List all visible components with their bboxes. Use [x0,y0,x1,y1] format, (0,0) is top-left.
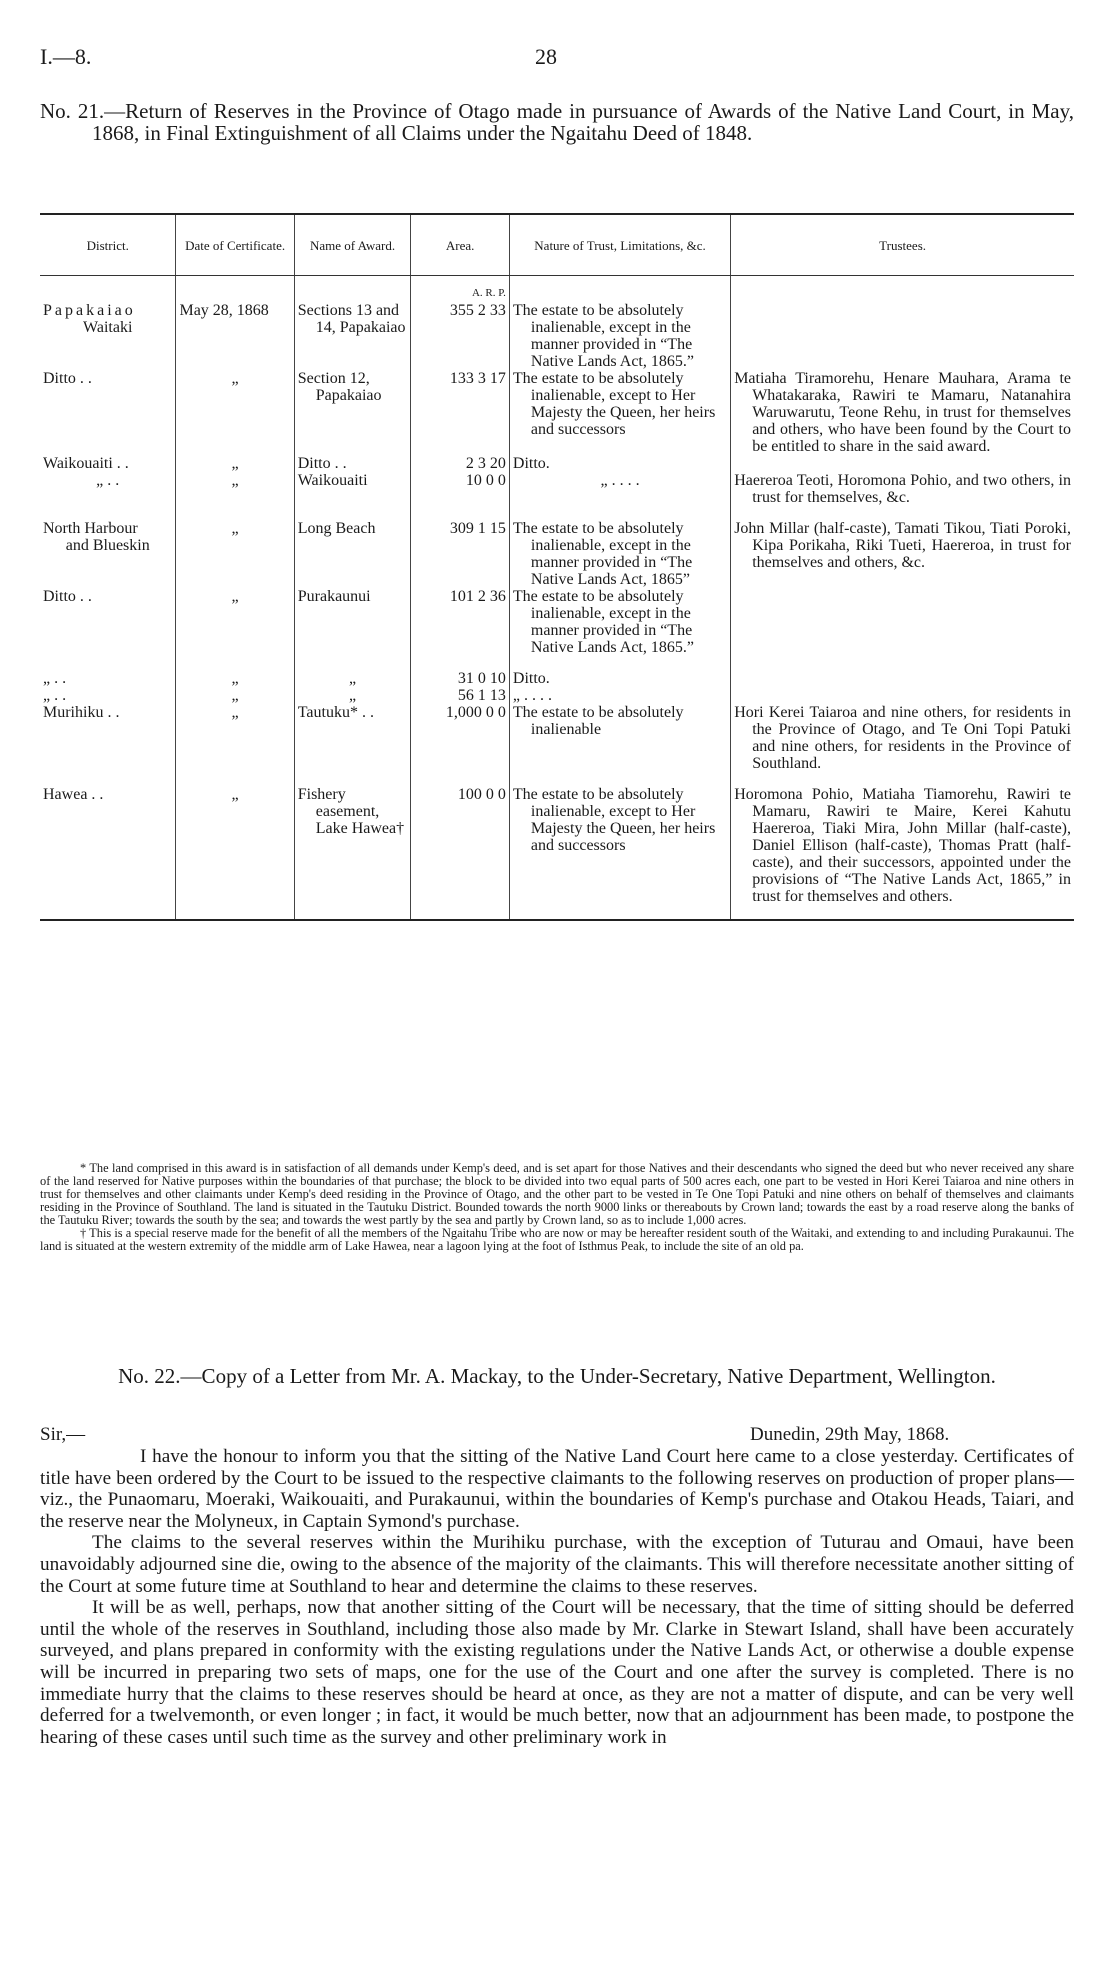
area-cell: 2 3 20 [411,455,510,472]
date-cell: „ [176,588,294,656]
table-row [40,687,1074,704]
trustees-cell [731,687,1074,704]
letter-paragraph: It will be as well, perhaps, now that another sitting of the Court will be necessary, that the time of sitting should be deferred until the whole of the reserves in Southland, including those also made by Mr. Clarke in Stewart Island, shall have been accurately surveyed, and plans prepared in conformity with the existing regulations under the Native Lands Act, or otherwise a double expense will be incurred in preparing two sets of maps, one for the use of the Court and one after the survey is completed. There is no immediate hurry that the claims to these reserves should be heard at once, as they are not a matter of dispute, and can be very well deferred for a twelvemonth, or even longer ; in fact, it would be much better, now that an adjournment has been made, to postpone the hearing of these cases until such time as the survey and other preliminary work in [40,1597,1074,1748]
district-cell: Ditto . . [43,588,92,605]
date-cell: „ [176,687,294,704]
trust-cell: The estate to be absolutely inalienable, except in the manner provided in “The Native Lands Act, 1865.” [512,302,694,370]
award-name-cell: Sections 13 and 14, Papakaiao [297,302,406,336]
district-cell: Ditto . . [43,370,92,387]
area-cell: 56 1 13 [411,687,510,704]
district-cell: „ . . [96,472,120,489]
header-trustees: Trustees. [731,214,1074,276]
district-cell: „ . . [43,687,67,704]
area-units: A. R. P. [411,276,510,303]
date-cell: May 28, 1868 [176,302,294,370]
award-name-cell: Waikouaiti [294,472,411,506]
trust-cell: The estate to be absolutely inalienable, except in the manner provided in “The Native Lands Act, 1865.” [512,588,694,656]
trust-cell: The estate to be absolutely inalienable [512,704,684,738]
letter-salutation: Sir,— [40,1424,86,1445]
units-row [40,276,1074,303]
document-page [40,30,1074,1748]
area-cell: 355 2 33 [411,302,510,370]
award-name-cell: „ [294,670,411,687]
award-name-cell: Ditto . . [294,455,411,472]
award-name-cell: Long Beach [294,520,411,588]
date-cell: „ [176,520,294,588]
table-row [40,704,1074,772]
trust-cell: The estate to be absolutely inalienable, except to Her Majesty the Queen, her heirs and successors [512,370,716,438]
district-cell: Murihiku . . [43,704,120,721]
date-cell: „ [176,704,294,772]
trustees-cell: Matiaha Tiramorehu, Henare Mauhara, Arama te Whatakaraka, Rawiri te Mamaru, Natanahira Waruwarutu, Teone Rehu, in trust for themselves and others, who have been found by the Court to be entitled to share in the said award. [734,370,1071,455]
table-row [40,302,1074,370]
return-number: No. 21.— [40,99,126,123]
letter-body [40,1446,1074,1748]
running-head [40,30,1074,70]
district-cell-line2: and Blueskin [65,537,150,554]
table-row [40,370,1074,455]
header-name: Name of Award. [294,214,411,276]
trustees-cell: Haereroa Teoti, Horomona Pohio, and two others, in trust for themselves, &c. [734,472,1071,506]
date-cell: „ [176,472,294,506]
trustees-cell [731,670,1074,687]
area-cell: 100 0 0 [411,786,510,905]
table-row [40,455,1074,472]
award-name-cell: Purakaunui [294,588,411,656]
district-cell: Waikouaiti . . [43,455,129,472]
trustees-cell: Hori Kerei Taiaroa and nine others, for residents in the Province of Otago, and Te Oni Topi Patuki and nine others, for residents in the Province of Southland. [734,704,1071,772]
award-name-cell: Section 12, Papakaiao [297,370,382,404]
footnotes [40,1162,1074,1253]
header-date: Date of Certificate. [176,214,294,276]
date-cell: „ [176,370,294,455]
page-reference: I.—8. [40,44,92,69]
district-cell: Hawea . . [43,786,104,803]
award-name-cell: Tautuku* . . [294,704,411,772]
table-row [40,520,1074,588]
trustees-cell: Horomona Pohio, Matiaha Tiamorehu, Rawiri te Mamaru, Rawiri te Maire, Kerei Kahutu Haereroa, Tiaki Mira, John Millar (half-caste), Daniel Ellison (half-caste), Thomas Pratt (half-caste), and their successors, appointed under the provisions of “The Native Lands Act, 1865,” in trust for themselves and others. [734,786,1071,905]
letter-dateline: Dunedin, 29th May, 1868. [750,1424,950,1445]
area-cell: 1,000 0 0 [411,704,510,772]
area-cell: 10 0 0 [411,472,510,506]
footnote-tautuku: * The land comprised in this award is in satisfaction of all demands under Kemp's deed, and is set apart for those Natives and their descendants who signed the deed but who never received any share of the land reserved for Native purposes within the boundaries of that purchase; the block to be divided into two equal parts of 500 acres each, one part to be vested in Hori Kerei Taiaroa and nine others in trust for themselves and other claimants under Kemp's deed residing in the Province of Otago, and the other part to be vested in Te One Topi Patuki and nine others on behalf of themselves and claimants residing in the Province of Southland. The land is situated in the Tautuku District. Bounded towards the north 9000 links or thereabouts by Crown land; towards the east by a road reserve along the banks of the Tautuku River; towards the south by the sea; and towards the west partly by the sea and partly by Crown land, so as to include 1,000 acres. [40,1161,1074,1227]
header-trust: Nature of Trust, Limitations, &c. [509,214,730,276]
letter-title: No. 22.—Copy of a Letter from Mr. A. Mackay, to the Under-Secretary, Native Department, Wellington. [118,1364,996,1388]
trust-cell: Ditto. [509,455,730,472]
return-title [40,100,1074,144]
return-title-text: Return of Reserves in the Province of Otago made in pursuance of Awards of the Native Land Court, in May, 1868, in Final Extinguishment of all Claims under the Ngaitahu Deed of 1848. [92,99,1074,145]
district-cell: „ . . [43,670,67,687]
table-row [40,786,1074,905]
area-cell: 31 0 10 [411,670,510,687]
trust-cell: Ditto. [509,670,730,687]
page-number: 28 [535,44,557,69]
trustees-cell [731,455,1074,472]
footnote-hawea: † This is a special reserve made for the benefit of all the members of the Ngaitahu Tribe who are now or may be hereafter resident south of the Waitaki, and extending to and including Purakaunui. The land is situated at the western extremity of the middle arm of Lake Hawea, near a lagoon lying at the foot of Isthmus Peak, to include the site of an old pa. [40,1226,1074,1253]
area-cell: 101 2 36 [411,588,510,656]
district-cell-line2: Waitaki [83,319,133,336]
trust-cell: „ . . . . [509,472,730,506]
table-header-row [40,214,1074,276]
area-cell: 309 1 15 [411,520,510,588]
table-row [40,670,1074,687]
letter-paragraph: I have the honour to inform you that the sitting of the Native Land Court here came to a close yesterday. Certificates of title have been ordered by the Court to be issued to the respective claimants to the following reserves on production of proper plans—viz., the Punaomaru, Moeraki, Waikouaiti, and Purakaunui, within the boundaries of Kemp's purchase and Otakou Heads, Taiari, and the reserve near the Molyneux, in Captain Symond's purchase. [40,1446,1074,1532]
trustees-cell: John Millar (half-caste), Tamati Tikou, Tiati Poroki, Kipa Porikaha, Riki Tueti, Haereroa, in trust for themselves and others, &c. [734,520,1071,571]
district-cell: Papakaiao [43,302,136,319]
table-row [40,472,1074,506]
award-name-cell: Fishery easement, Lake Hawea† [297,786,405,837]
header-area: Area. [411,214,510,276]
trust-cell: „ . . . . [509,687,730,704]
district-cell: North Harbour [43,520,138,537]
letter-paragraph: The claims to the several reserves within the Murihiku purchase, with the exception of Tuturau and Omaui, have been unavoidably adjourned sine die, owing to the absence of the majority of the claimants. This will therefore necessitate another sitting of the Court at some future time at Southland to hear and determine the claims to these reserves. [40,1532,1074,1597]
trust-cell: The estate to be absolutely inalienable, except in the manner provided in “The Native Lands Act, 1865” [512,520,693,588]
trust-cell: The estate to be absolutely inalienable, except to Her Majesty the Queen, her heirs and successors [512,786,716,854]
date-cell: „ [176,786,294,905]
area-cell: 133 3 17 [411,370,510,455]
date-cell: „ [176,455,294,472]
reserves-table [40,213,1074,921]
header-district: District. [40,214,176,276]
award-name-cell: „ [294,687,411,704]
date-cell: „ [176,670,294,687]
table-row [40,588,1074,656]
trustees-cell [731,588,1074,656]
